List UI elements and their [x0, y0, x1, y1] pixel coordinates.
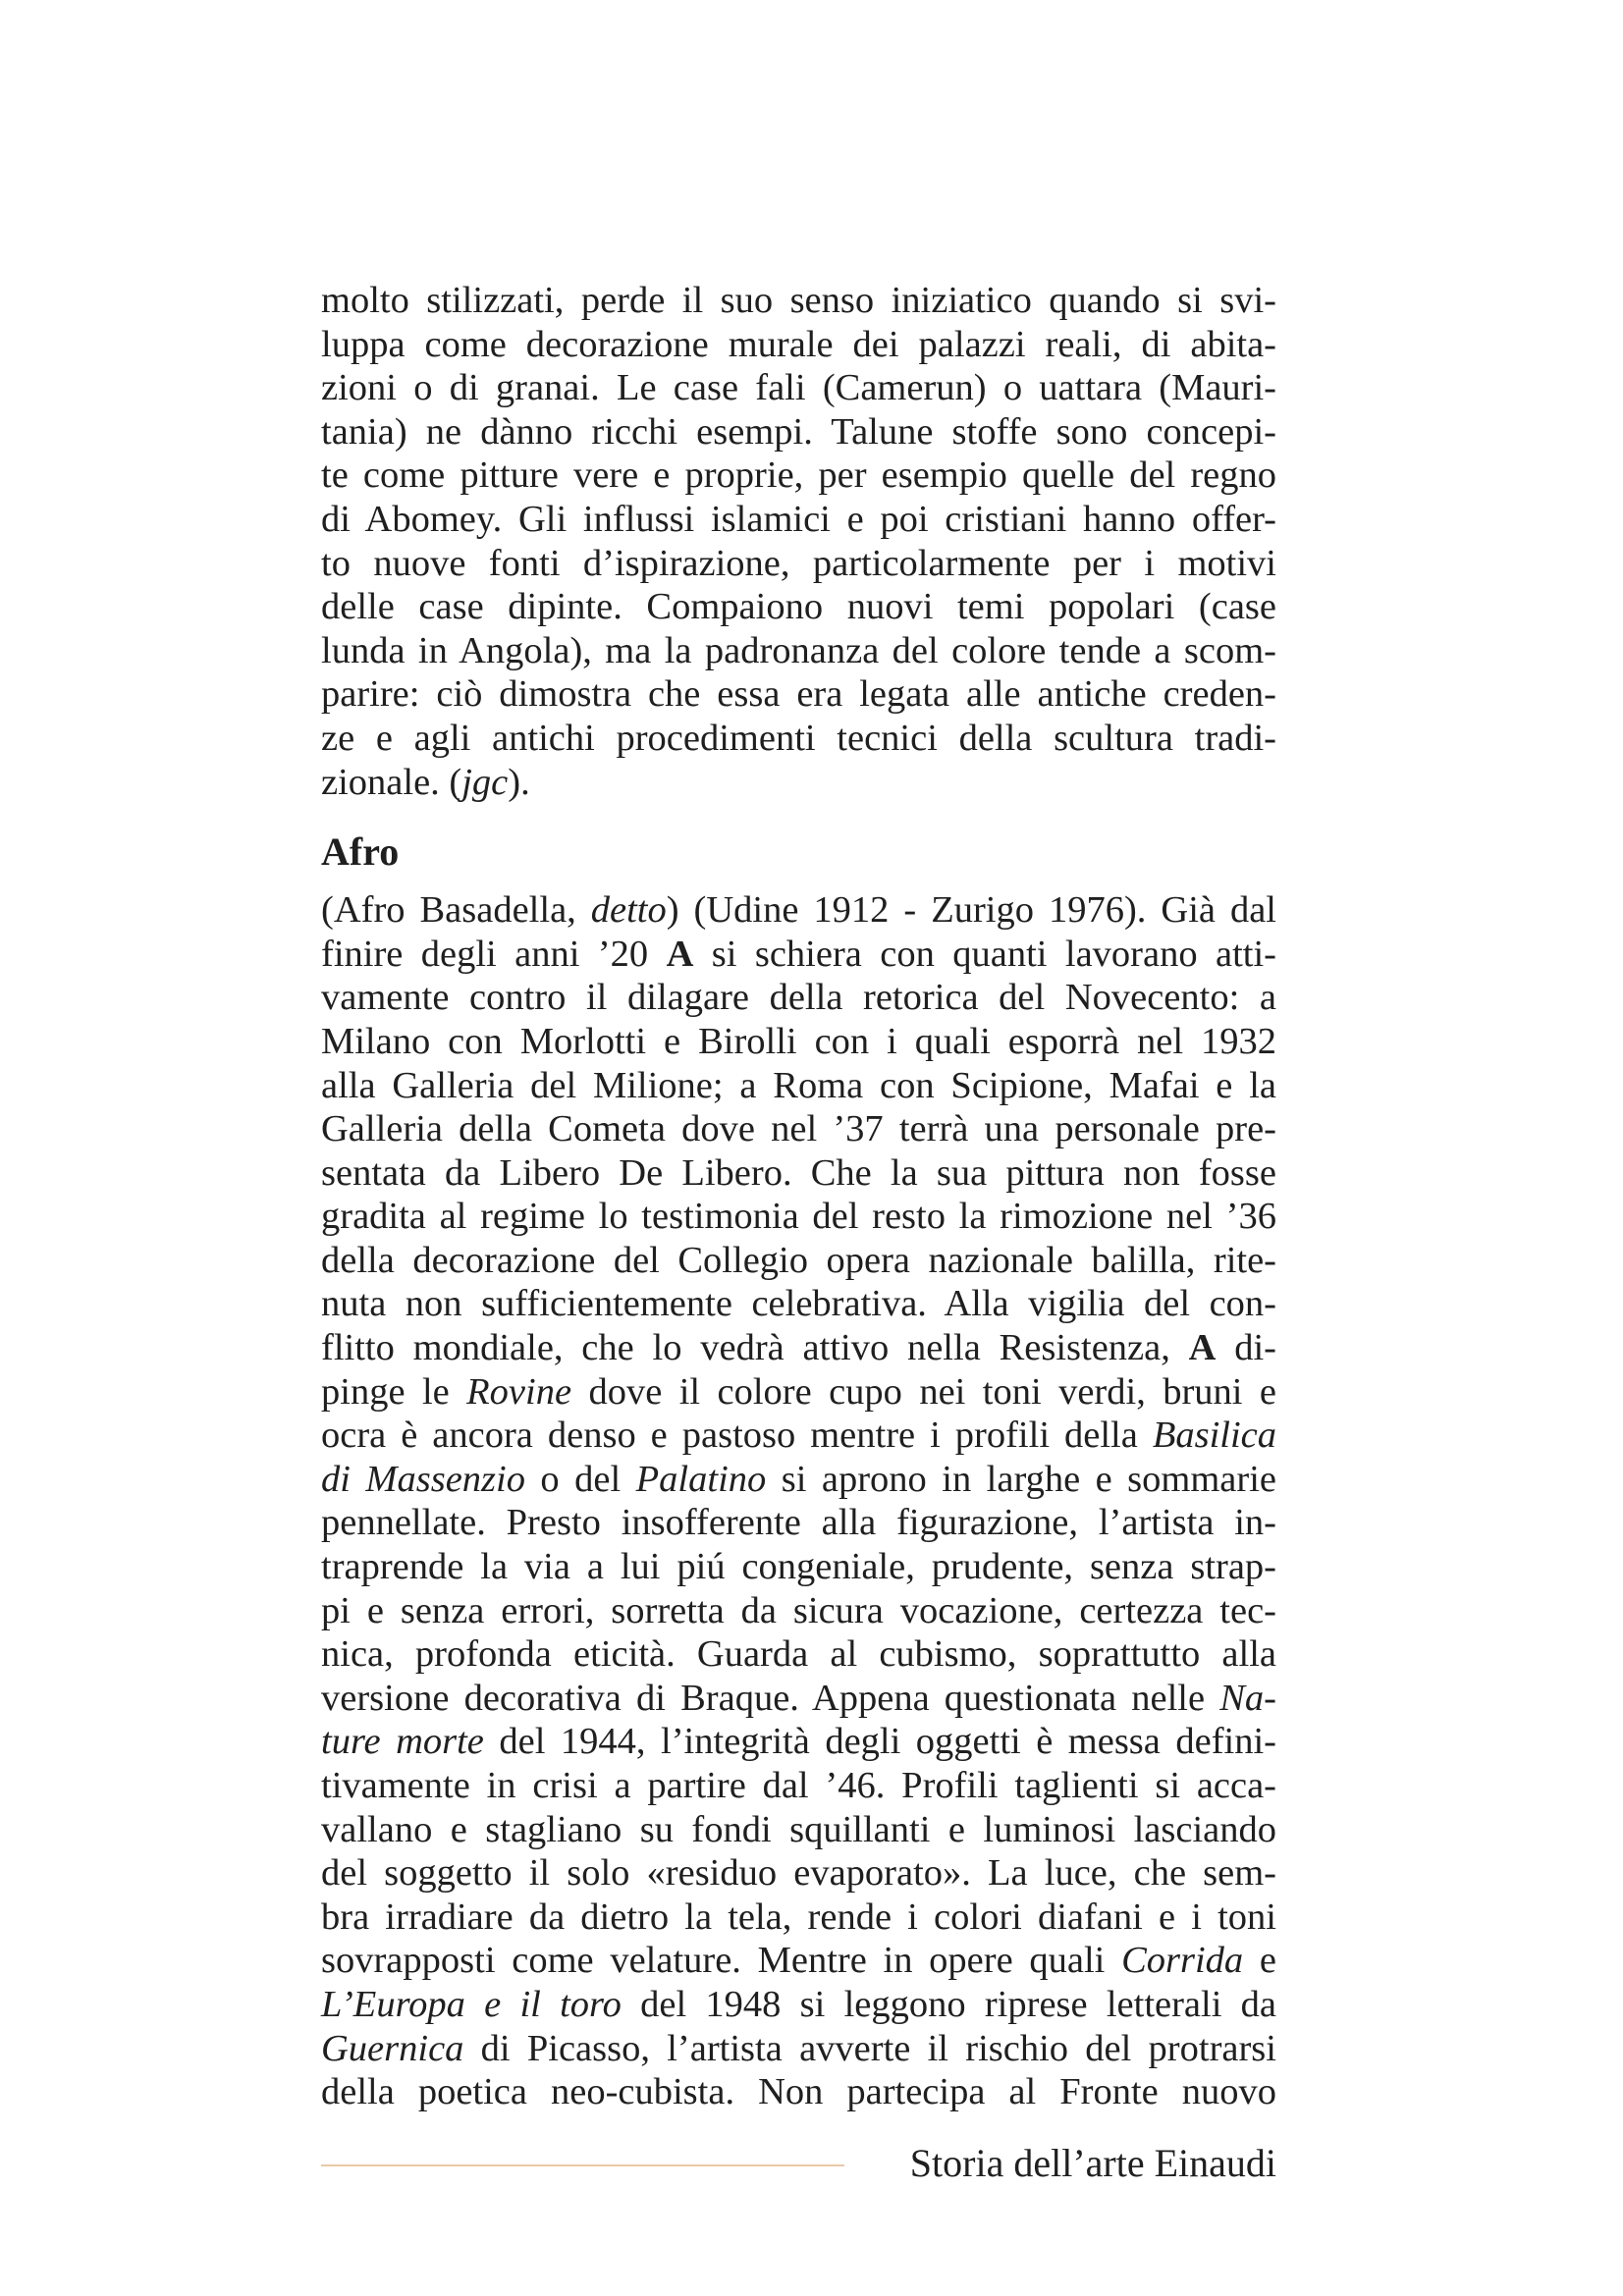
text-run: si aprono in larghe e sommarie — [766, 1458, 1276, 1500]
intro-paragraph — [321, 279, 1276, 804]
text-line: lunda in Angola), ma la padronanza del colore tende a scom- — [321, 629, 1276, 671]
text-run: ). — [508, 761, 530, 803]
text-line — [321, 1983, 1276, 2027]
text-block — [321, 279, 1276, 2114]
text-line: del soggetto il solo «residuo evaporato». La luce, che sem- — [321, 1852, 1276, 1895]
text-run: versione decorativa di Braque. Appena questionata nelle — [321, 1677, 1220, 1719]
text-line: Milano con Morlotti e Birolli con i quali esporrà nel 1932 — [321, 1020, 1276, 1062]
text-run: dove il colore cupo nei toni verdi, bruni e — [571, 1370, 1276, 1413]
text-run: di- — [1216, 1327, 1276, 1369]
text-line: pi e senza errori, sorretta da sicura vocazione, certezza tec- — [321, 1589, 1276, 1631]
italic-run: di Massenzio — [321, 1458, 525, 1500]
italic-run: Basilica — [1152, 1415, 1276, 1457]
text-line — [321, 2027, 1276, 2071]
text-run: ocra è ancora denso e pastoso mentre i profili della — [321, 1415, 1153, 1457]
text-line — [321, 1414, 1276, 1458]
text-line — [321, 1939, 1276, 1983]
entry-heading: Afro — [321, 829, 400, 875]
text-run: ) (Udine 1912 - Zurigo 1976). Già dal — [666, 889, 1276, 932]
italic-run: L’Europa e il toro — [321, 1983, 622, 2025]
text-run: finire degli anni ’20 — [321, 933, 667, 975]
text-line — [321, 1370, 1276, 1415]
text-line: vallano e stagliano su fondi squillanti e luminosi lasciando — [321, 1808, 1276, 1850]
text-line — [321, 1458, 1276, 1502]
text-run: sovrapposti come velature. Mentre in opere quali — [321, 1940, 1122, 1982]
text-run: del 1944, l’integrità degli oggetti è messa defini- — [483, 1721, 1276, 1763]
text-line: luppa come decorazione murale dei palazzi reali, di abita- — [321, 323, 1276, 365]
author-initials: jgc — [461, 761, 509, 803]
text-run: di Picasso, l’artista avverte il rischio del protrarsi — [463, 2027, 1276, 2069]
text-line: pennellate. Presto insofferente alla figurazione, l’artista in- — [321, 1502, 1276, 1544]
text-line: traprende la via a lui piú congeniale, prudente, senza strap- — [321, 1546, 1276, 1588]
text-line — [321, 888, 1276, 933]
text-line: nuta non sufficientemente celebrativa. Alla vigilia del con- — [321, 1283, 1276, 1325]
italic-run: Palatino — [635, 1458, 767, 1500]
text-line — [321, 933, 1276, 977]
text-run: pinge le — [321, 1370, 467, 1413]
text-run: zionale. ( — [321, 761, 462, 803]
text-line: te come pitture vere e proprie, per esempio quelle del regno — [321, 454, 1276, 497]
text-line — [321, 761, 1276, 805]
text-line — [321, 1326, 1276, 1370]
text-line: zioni o di granai. Le case fali (Camerun) o uattara (Mauri- — [321, 367, 1276, 409]
text-line: alla Galleria del Milione; a Roma con Scipione, Mafai e la — [321, 1064, 1276, 1106]
italic-run: detto — [590, 889, 667, 932]
text-line: Galleria della Cometa dove nel ’37 terrà una personale pre- — [321, 1108, 1276, 1150]
text-line: vamente contro il dilagare della retorica del Novecento: a — [321, 977, 1276, 1019]
text-line: sentata da Libero De Libero. Che la sua pittura non fosse — [321, 1151, 1276, 1194]
text-run: e — [1243, 1940, 1276, 1982]
text-run: (Afro Basadella, — [321, 889, 591, 932]
footer-title: Storia dell’arte Einaudi — [909, 2141, 1276, 2185]
text-run: o del — [524, 1458, 636, 1500]
text-line: delle case dipinte. Compaiono nuovi temi popolari (case — [321, 586, 1276, 628]
text-line: tivamente in crisi a partire dal ’46. Profili taglienti si acca- — [321, 1765, 1276, 1806]
text-line: bra irradiare da dietro la tela, rende i colori diafani e i toni — [321, 1896, 1276, 1938]
text-line: nica, profonda eticità. Guarda al cubismo, soprattutto alla — [321, 1633, 1276, 1676]
italic-run: Na- — [1219, 1677, 1276, 1719]
text-run: del 1948 si leggono riprese letterali da — [621, 1983, 1277, 2025]
italic-run: Guernica — [321, 2027, 464, 2069]
italic-run: Corrida — [1121, 1940, 1244, 1982]
text-line: to nuove fonti d’ispirazione, particolarmente per i motivi — [321, 542, 1276, 584]
bold-run: A — [666, 933, 694, 975]
text-line: della decorazione del Collegio opera nazionale balilla, rite- — [321, 1239, 1276, 1281]
footer-rule — [321, 2164, 844, 2166]
bold-run: A — [1188, 1327, 1217, 1369]
text-line: molto stilizzati, perde il suo senso iniziatico quando si svi- — [321, 280, 1276, 321]
text-line: della poetica neo-cubista. Non partecipa al Fronte nuovo — [321, 2071, 1276, 2113]
italic-run: ture morte — [321, 1721, 484, 1763]
text-line: ze e agli antichi procedimenti tecnici della scultura tradi- — [321, 717, 1276, 759]
text-line: gradita al regime lo testimonia del resto la rimozione nel ’36 — [321, 1196, 1276, 1238]
text-line: di Abomey. Gli influssi islamici e poi cristiani hanno offer- — [321, 498, 1276, 540]
text-line — [321, 1677, 1276, 1721]
entry-body — [321, 888, 1276, 2114]
text-line: parire: ciò dimostra che essa era legata alle antiche creden- — [321, 673, 1276, 716]
text-run: flitto mondiale, che lo vedrà attivo nella Resistenza, — [321, 1327, 1189, 1369]
text-line: tania) ne dànno ricchi esempi. Talune stoffe sono concepi- — [321, 410, 1276, 453]
text-run: si schiera con quanti lavorano atti- — [693, 933, 1276, 975]
text-line — [321, 1720, 1276, 1764]
italic-run: Rovine — [466, 1370, 572, 1413]
